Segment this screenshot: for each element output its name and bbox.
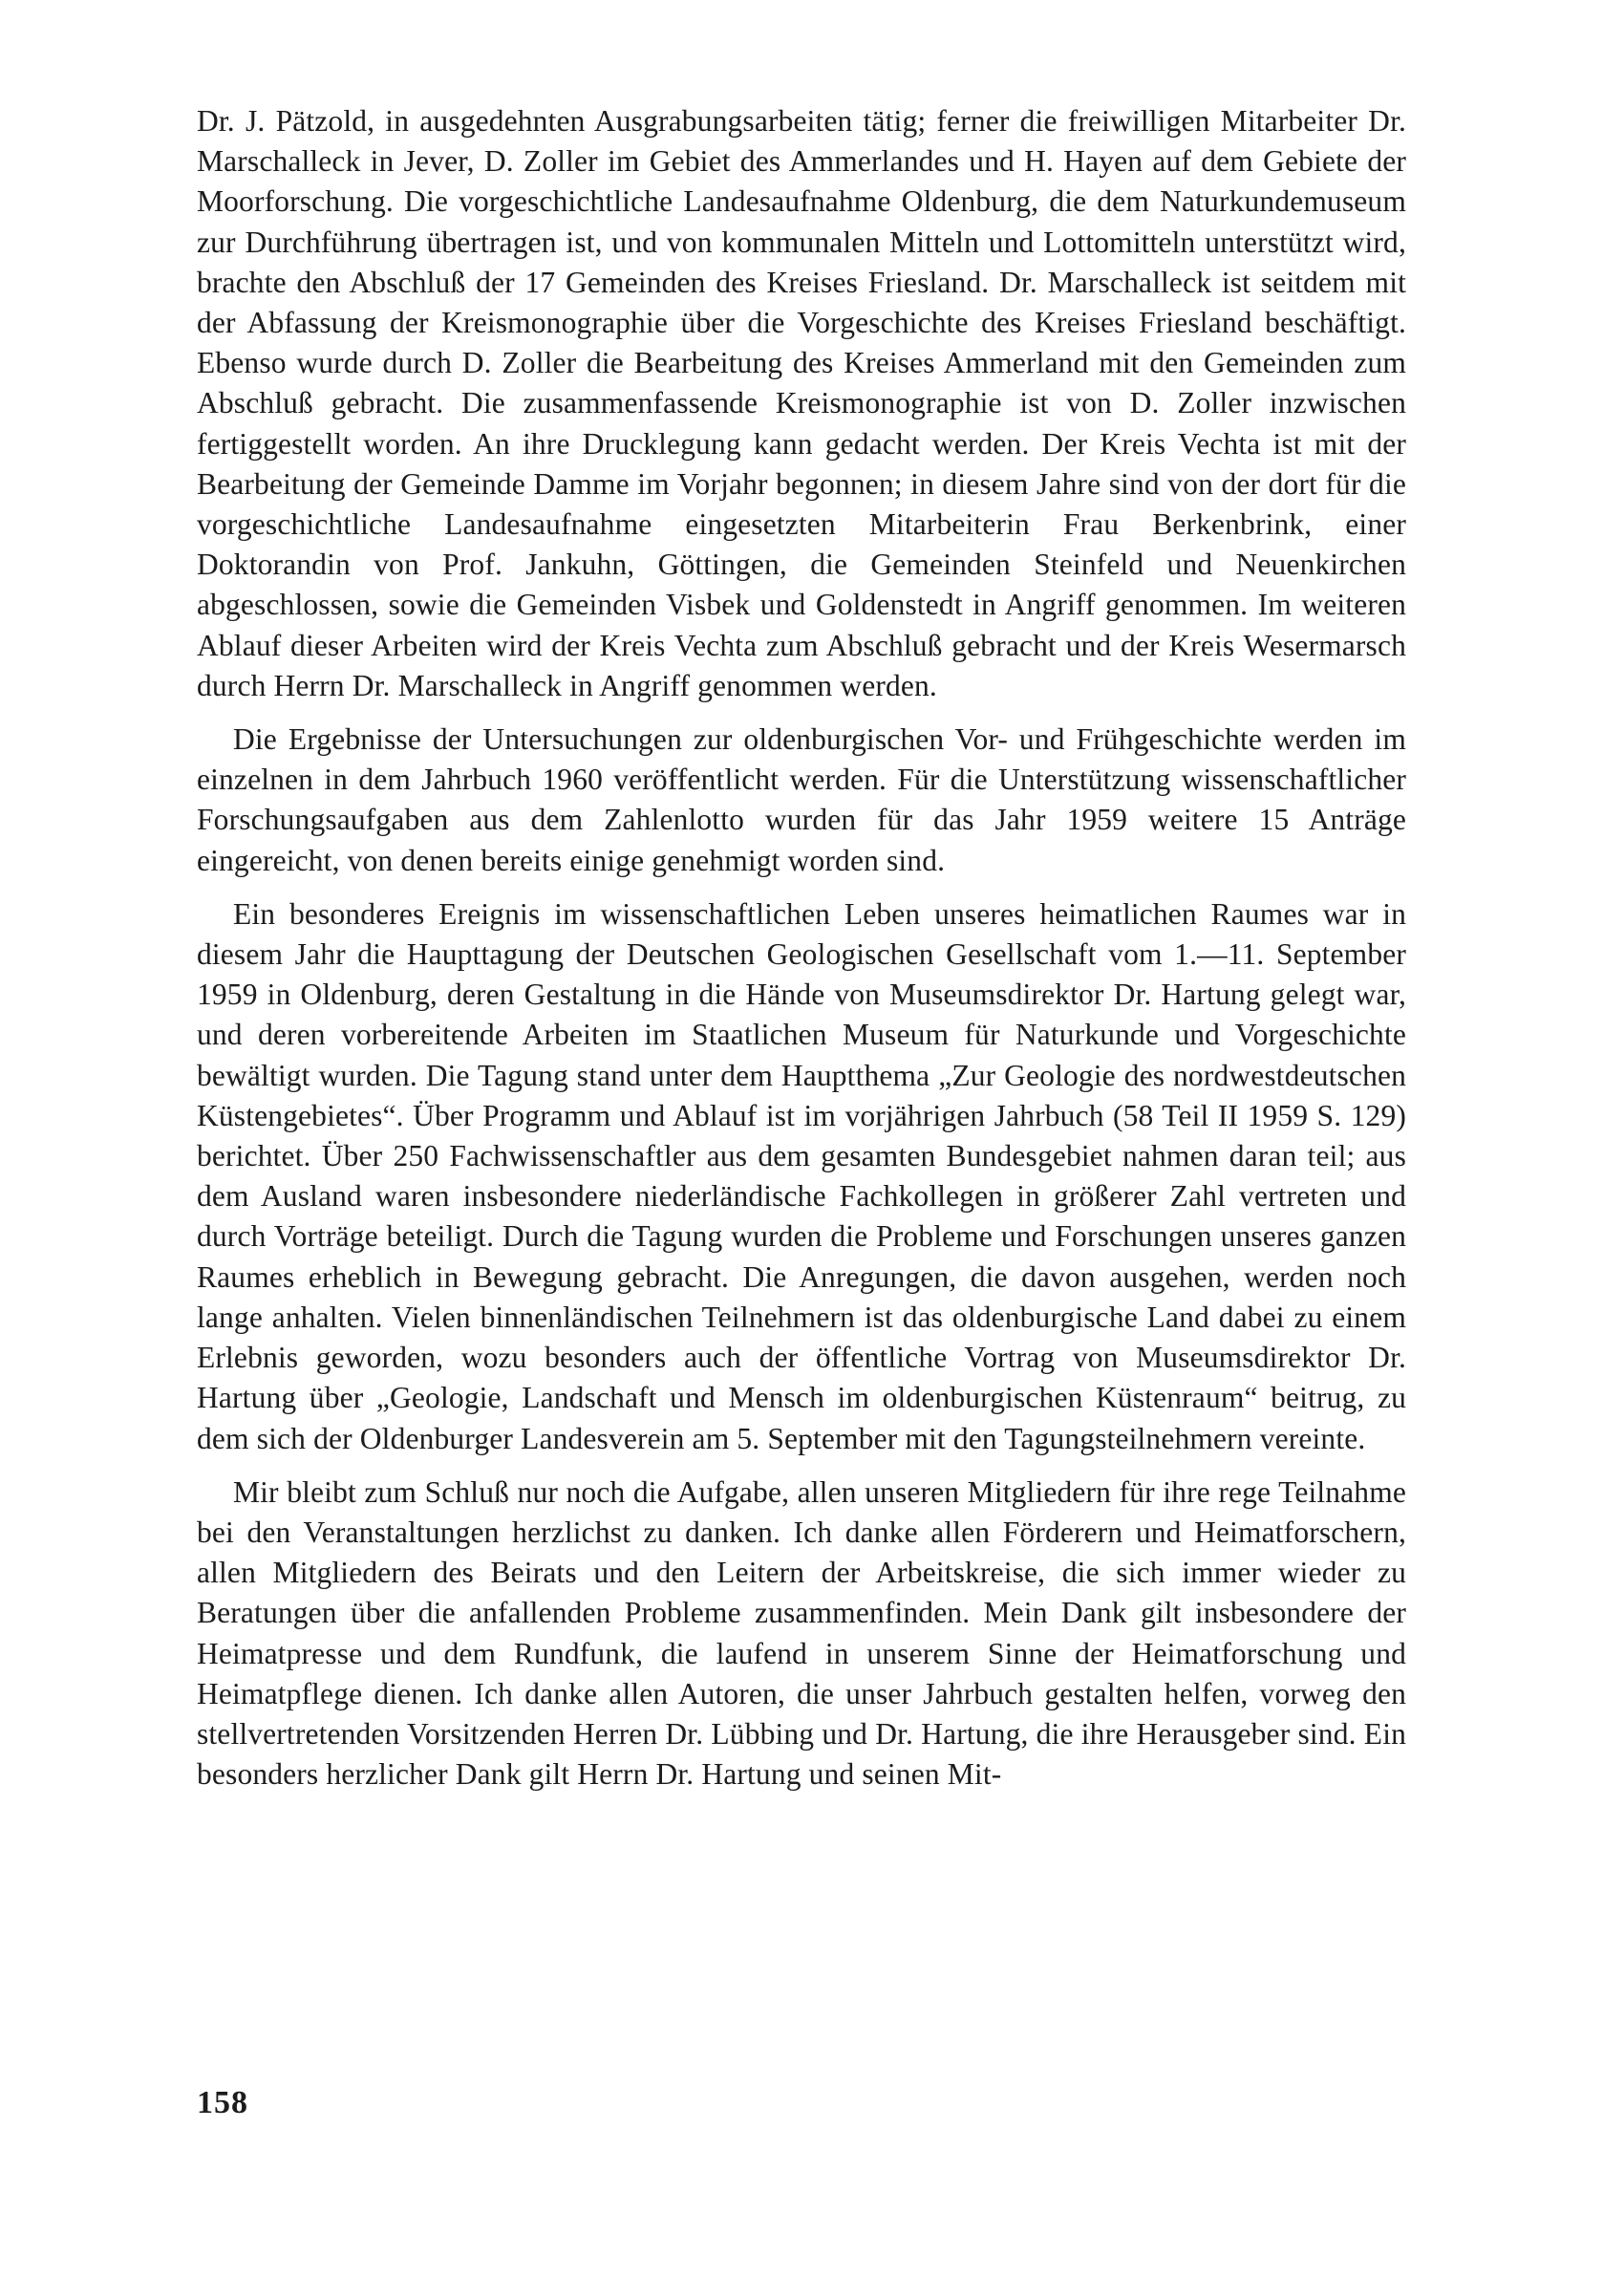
paragraph-dank: Mir bleibt zum Schluß nur noch die Aufgabe, allen unseren Mitgliedern für ihre rege Teilnahme bei den Veranstaltungen herzlichst zu danken. Ich danke allen Förderern und Heimatforschern, allen Mitgliedern des Beirats und den Leitern der Arbeitskreise, die sich immer wieder zu Beratungen über die anfallenden Probleme zusammenfinden. Mein Dank gilt insbesondere der Heimatpresse und dem Rundfunk, die laufend in unserem Sinne der Heimatforschung und Heimatpflege dienen. Ich danke allen Autoren, die unser Jahrbuch gestalten helfen, vorweg den stellvertretenden Vorsitzenden Herren Dr. Lübbing und Dr. Hartung, die ihre Herausgeber sind. Ein besonders herzlicher Dank gilt Herrn Dr. Hartung und seinen Mit- — [197, 1474, 1406, 1792]
body-text — [197, 101, 1406, 1795]
page-number: 158 — [197, 2085, 248, 2120]
paragraph-ergebnisse: Die Ergebnisse der Untersuchungen zur oldenburgischen Vor- und Frühgeschichte werden im einzelnen in dem Jahrbuch 1960 veröffentlicht werden. Für die Unterstützung wissenschaftlicher Forschungsaufgaben aus dem Zahlenlotto wurden für das Jahr 1959 weitere 15 Anträge eingereicht, von denen bereits einige genehmigt worden sind. — [197, 722, 1406, 877]
paragraph-continuation: Dr. J. Pätzold, in ausgedehnten Ausgrabungsarbeiten tätig; ferner die freiwilligen Mitarbeiter Dr. Marschalleck in Jever, D. Zoller im Gebiet des Ammerlandes und H. Hayen auf dem Gebiete der Moorforschung. Die vorgeschichtliche Landesaufnahme Oldenburg, die dem Naturkundemuseum zur Durchführung übertragen ist, und von kommunalen Mitteln und Lottomitteln unterstützt wird, brachte den Abschluß der 17 Gemeinden des Kreises Friesland. Dr. Marschalleck ist seitdem mit der Abfassung der Kreismonographie über die Vorgeschichte des Kreises Friesland beschäftigt. Ebenso wurde durch D. Zoller die Bearbeitung des Kreises Ammerland mit den Gemeinden zum Abschluß gebracht. Die zusammenfassende Kreismonographie ist von D. Zoller inzwischen fertiggestellt worden. An ihre Drucklegung kann gedacht werden. Der Kreis Vechta ist mit der Bearbeitung der Gemeinde Damme im Vorjahr begonnen; in diesem Jahre sind von der dort für die vorgeschichtliche Landesaufnahme eingesetzten Mitarbeiterin Frau Berkenbrink, einer Doktorandin von Prof. Jankuhn, Göttingen, die Gemeinden Steinfeld und Neuenkirchen abgeschlossen, sowie die Gemeinden Visbek und Goldenstedt in Angriff genommen. Im weiteren Ablauf dieser Arbeiten wird der Kreis Vechta zum Abschluß gebracht und der Kreis Wesermarsch durch Herrn Dr. Marschalleck in Angriff genommen werden. — [197, 104, 1406, 702]
paragraph-geologische-tagung: Ein besonderes Ereignis im wissenschaftlichen Leben unseres heimatlichen Raumes war in diesem Jahr die Haupttagung der Deutschen Geologischen Gesellschaft vom 1.—11. September 1959 in Oldenburg, deren Gestaltung in die Hände von Museumsdirektor Dr. Hartung gelegt war, und deren vorbereitende Arbeiten im Staatlichen Museum für Naturkunde und Vorgeschichte bewältigt wurden. Die Tagung stand unter dem Hauptthema „Zur Geologie des nordwestdeutschen Küstengebietes“. Über Programm und Ablauf ist im vorjährigen Jahrbuch (58 Teil II 1959 S. 129) berichtet. Über 250 Fachwissenschaftler aus dem gesamten Bundesgebiet nahmen daran teil; aus dem Ausland waren insbesondere niederländische Fachkollegen in größerer Zahl vertreten und durch Vorträge beteiligt. Durch die Tagung wurden die Probleme und Forschungen unseres ganzen Raumes erheblich in Bewegung gebracht. Die Anregungen, die davon ausgehen, werden noch lange anhalten. Vielen binnenländischen Teilnehmern ist das oldenburgische Land dabei zu einem Erlebnis geworden, wozu besonders auch der öffentliche Vortrag von Museumsdirektor Dr. Hartung über „Geologie, Landschaft und Mensch im oldenburgischen Küstenraum“ beitrug, zu dem sich der Oldenburger Landesverein am 5. September mit den Tagungsteilnehmern vereinte. — [197, 896, 1406, 1455]
